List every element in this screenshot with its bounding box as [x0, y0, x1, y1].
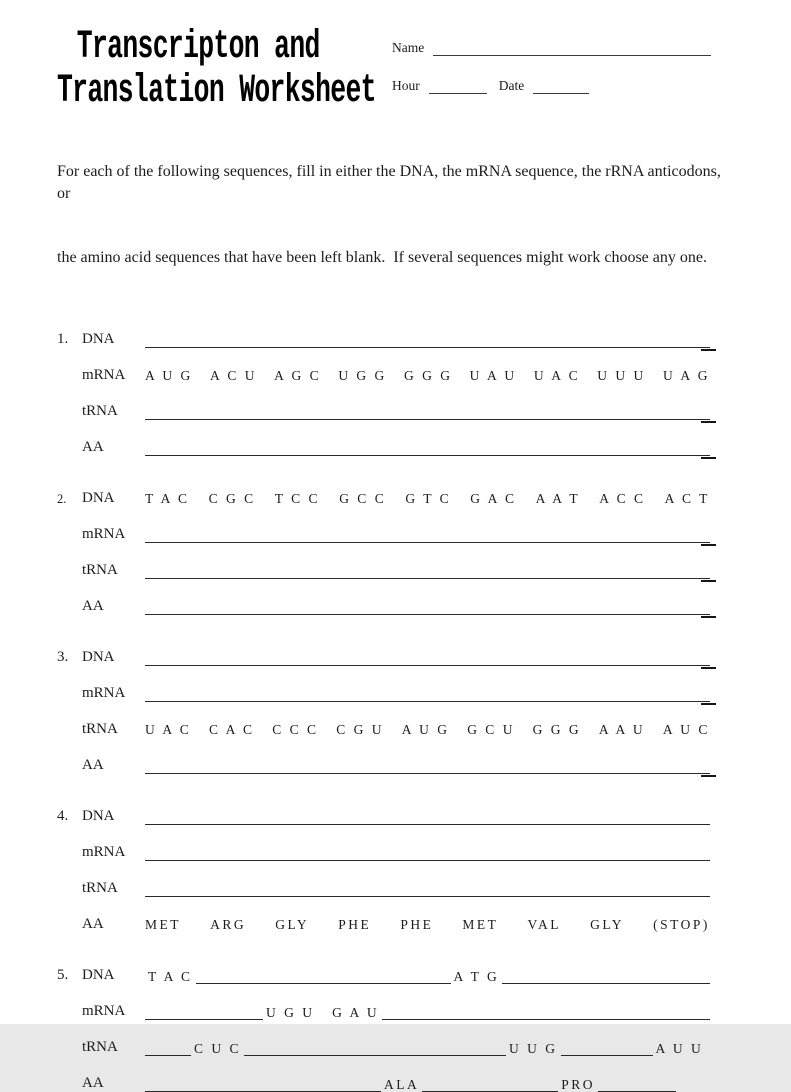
date-label: Date	[498, 78, 525, 93]
codon: A U G	[145, 367, 193, 383]
codon: G G G	[403, 367, 453, 383]
blank-line	[145, 541, 710, 543]
codon: PHE	[400, 916, 434, 932]
codon: T C C	[274, 490, 321, 506]
blank-line	[145, 454, 710, 456]
page-title-line1: Transcripton and	[76, 25, 320, 70]
blank-line	[145, 823, 710, 825]
row-label: DNA	[82, 489, 115, 506]
codon: G C U	[467, 721, 515, 737]
sequence-row	[57, 434, 734, 456]
sequence-text: A U U	[655, 1041, 704, 1056]
codon: MET	[462, 916, 499, 932]
codon: A G C	[274, 367, 322, 383]
problems	[57, 326, 734, 1092]
row-label: tRNA	[82, 879, 118, 896]
codon: A U G	[401, 721, 450, 737]
sequence-text	[145, 491, 710, 507]
codon: A C U	[209, 367, 257, 383]
sequence-row	[57, 593, 734, 615]
blank-line	[145, 613, 710, 615]
codon: (STOP)	[653, 916, 710, 932]
sequence-row	[57, 326, 734, 348]
codon: T A C	[145, 490, 190, 506]
blank-line	[145, 1090, 381, 1092]
row-content	[145, 895, 710, 897]
sequence-row	[57, 680, 734, 702]
row-content	[145, 859, 710, 861]
sequence-row	[57, 911, 734, 933]
row-content	[145, 664, 710, 666]
sequence-text: U G U G A U	[266, 1005, 380, 1020]
problem	[57, 962, 734, 1092]
name-row	[392, 40, 712, 56]
blank-line	[422, 1090, 558, 1092]
problem-number: 4.	[57, 807, 69, 824]
sequence-row	[57, 557, 734, 579]
sequence-text: U U G	[509, 1041, 558, 1056]
row-label: mRNA	[82, 1002, 126, 1019]
codon: U A G	[662, 367, 710, 383]
row-label: AA	[82, 1074, 104, 1091]
sequence-row	[57, 998, 734, 1020]
blank-line	[598, 1090, 676, 1092]
sequence-row	[57, 1070, 734, 1092]
sequence-text: T A C	[148, 969, 193, 984]
row-label: DNA	[82, 330, 115, 347]
row-content	[145, 823, 710, 825]
row-content	[145, 772, 710, 774]
sequence-row	[57, 716, 734, 738]
sequence-row	[57, 485, 734, 507]
row-label: AA	[82, 438, 104, 455]
student-info-block	[392, 40, 712, 116]
blank-line	[145, 895, 710, 897]
hour-blank-line	[429, 81, 487, 94]
codon: G T C	[405, 490, 452, 506]
row-label: mRNA	[82, 684, 126, 701]
row-label: tRNA	[82, 1038, 118, 1055]
codon: U U U	[597, 367, 646, 383]
row-content	[145, 700, 710, 702]
problem	[57, 644, 734, 774]
codon: C C C	[272, 721, 319, 737]
blank-line	[145, 859, 710, 861]
row-content	[145, 418, 710, 420]
row-label: tRNA	[82, 720, 118, 737]
sequence-text	[145, 917, 710, 933]
sequence-row	[57, 398, 734, 420]
problem	[57, 803, 734, 933]
row-label: mRNA	[82, 366, 126, 383]
problem-number: 3.	[57, 648, 69, 665]
blank-line	[145, 700, 710, 702]
row-content	[145, 1006, 710, 1020]
sequence-row	[57, 803, 734, 825]
codon: A U C	[662, 721, 710, 737]
codon: C G U	[336, 721, 384, 737]
row-label: DNA	[82, 648, 115, 665]
sequence-text: PRO	[561, 1077, 596, 1092]
row-content	[145, 368, 710, 384]
blank-line	[561, 1054, 653, 1056]
codon: G G G	[532, 721, 582, 737]
blank-line	[145, 346, 710, 348]
row-label: DNA	[82, 807, 115, 824]
sequence-row	[57, 362, 734, 384]
sequence-row	[57, 752, 734, 774]
codon: U A C	[533, 367, 581, 383]
header	[57, 26, 734, 114]
row-content	[145, 454, 710, 456]
codon: GLY	[275, 916, 310, 932]
row-content	[145, 577, 710, 579]
sequence-text: A T G	[453, 969, 500, 984]
blank-line	[244, 1054, 506, 1056]
problem-number: 2.	[57, 491, 67, 506]
hour-date-row	[392, 78, 712, 94]
row-content	[145, 541, 710, 543]
codon: ARG	[210, 916, 247, 932]
blank-line	[145, 664, 710, 666]
codon: A A U	[598, 721, 646, 737]
blank-line	[145, 1018, 263, 1020]
instructions	[57, 118, 734, 312]
sequence-row	[57, 1034, 734, 1056]
codon: A A T	[535, 490, 581, 506]
row-content	[145, 346, 710, 348]
sequence-text	[145, 368, 710, 384]
name-blank-line	[433, 43, 711, 56]
blank-line	[145, 577, 710, 579]
codon: MET	[145, 916, 181, 932]
row-label: mRNA	[82, 843, 126, 860]
codon: G A C	[470, 490, 517, 506]
sequence-row	[57, 644, 734, 666]
sequence-row	[57, 521, 734, 543]
problem-number: 5.	[57, 966, 69, 983]
sequence-text: C U C	[194, 1041, 242, 1056]
problem-number: 1.	[57, 330, 69, 347]
row-content	[145, 613, 710, 615]
codon: C A C	[208, 721, 255, 737]
row-content	[145, 722, 710, 738]
blank-line	[145, 772, 710, 774]
row-label: mRNA	[82, 525, 126, 542]
codon: VAL	[527, 916, 562, 932]
problem	[57, 485, 734, 615]
sequence-text	[145, 722, 710, 738]
sequence-text: ALA	[384, 1077, 420, 1092]
codon: PHE	[338, 916, 372, 932]
instructions-line: For each of the following sequences, fill in either the DNA, the mRNA sequence, the rRNA anticodons, or	[57, 163, 725, 202]
codon: U A U	[469, 367, 517, 383]
row-label: tRNA	[82, 402, 118, 419]
codon: C G C	[208, 490, 256, 506]
codon: U G G	[338, 367, 387, 383]
codon: GLY	[590, 916, 625, 932]
name-label: Name	[392, 40, 425, 55]
sequence-row	[57, 962, 734, 984]
sequence-row	[57, 839, 734, 861]
hour-label: Hour	[392, 78, 420, 93]
sequence-row	[57, 875, 734, 897]
codon: G C C	[339, 490, 387, 506]
problem	[57, 326, 734, 456]
page-title-line2: Translation Worksheet	[57, 69, 376, 114]
blank-line	[502, 982, 710, 984]
row-content	[145, 1042, 710, 1056]
row-label: AA	[82, 597, 104, 614]
codon: A C T	[664, 490, 710, 506]
row-label: tRNA	[82, 561, 118, 578]
date-blank-line	[533, 81, 589, 94]
row-content	[145, 491, 710, 507]
blank-line	[145, 1054, 191, 1056]
blank-line	[196, 982, 451, 984]
row-label: AA	[82, 756, 104, 773]
row-label: AA	[82, 915, 104, 932]
blank-line	[382, 1018, 710, 1020]
blank-line	[145, 418, 710, 420]
codon: U A C	[145, 721, 192, 737]
row-label: DNA	[82, 966, 115, 983]
row-content	[145, 917, 710, 933]
row-content	[145, 970, 710, 984]
instructions-line: the amino acid sequences that have been left blank. If several sequences might work choose any one.	[57, 249, 707, 266]
codon: A C C	[599, 490, 646, 506]
row-content	[145, 1078, 710, 1092]
